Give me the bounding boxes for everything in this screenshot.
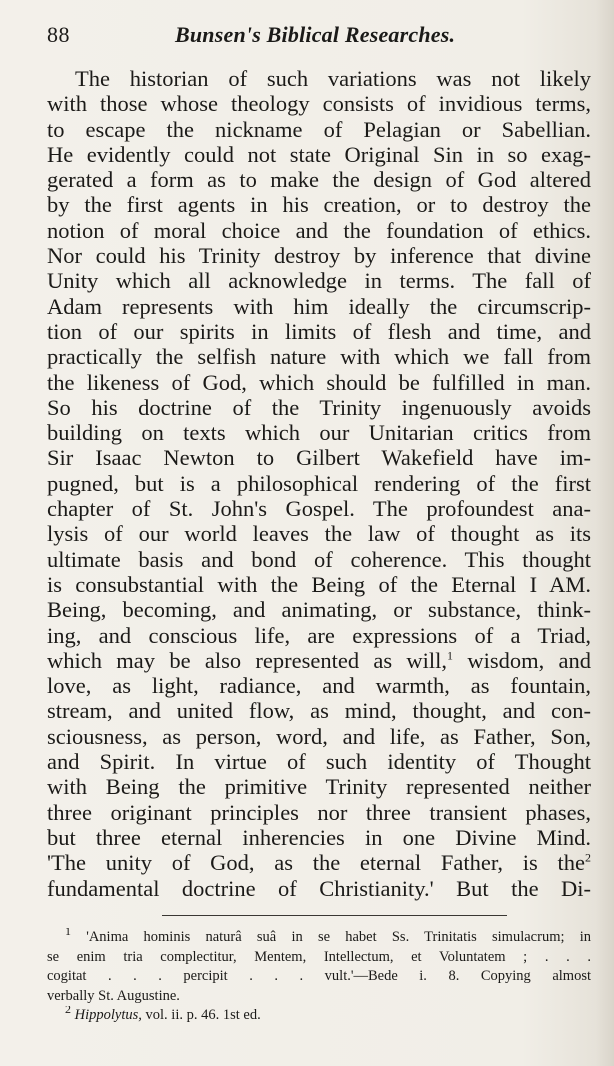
body-line: stream, and united flow, as mind, thought, and con- (47, 698, 591, 724)
body-line: to escape the nickname of Pelagian or Sabellian. (47, 116, 591, 142)
footnote-1-number: 1 (65, 928, 71, 939)
footnote-2-number: 2 (65, 1006, 71, 1017)
body-line: practically the selfish nature with which we fall from (47, 344, 591, 370)
body-line: three originant principles nor three transient phases, (47, 799, 591, 825)
body-line: Nor could his Trinity destroy by inference that divine (47, 243, 591, 269)
body-line: gerated a form as to make the design of God altered (47, 167, 591, 193)
body-line: but three eternal inherencies in one Divine Mind. (47, 824, 591, 850)
footnote-1-line: se enim tria complectitur, Mentem, Intellectum, et Voluntatem ; . . . (47, 948, 591, 965)
body-line: the likeness of God, which should be fulfilled in man. (47, 369, 591, 395)
body-line: ing, and conscious life, are expressions of a Triad, (47, 622, 591, 648)
body-line: Being, becoming, and animating, or substance, think- (47, 597, 591, 623)
footnote-marker-2: 2 (585, 850, 591, 865)
body-line: by the first agents in his creation, or to destroy the (47, 192, 591, 218)
body-line-with-footnote-1 (47, 648, 591, 673)
body-line: is consubstantial with the Being of the Eternal I AM. (47, 571, 591, 597)
body-line: love, as light, radiance, and warmth, as fountain, (47, 673, 591, 699)
body-line: The historian of such variations was not likely (75, 66, 591, 91)
body-text (47, 66, 591, 901)
body-line: fundamental doctrine of Christianity.' But the Di- (47, 875, 591, 901)
running-title: Bunsen's Biblical Researches. (175, 22, 456, 47)
body-line-with-footnote-2 (47, 850, 591, 875)
body-line-text: 'The unity of God, as the eternal Father, is the (47, 850, 585, 876)
body-line: and Spirit. In virtue of such identity of Thought (47, 749, 591, 775)
body-line: with those whose theology consists of invidious terms, (47, 91, 591, 117)
footnote-1-line: verbally St. Augustine. (47, 987, 180, 1004)
body-line: Adam represents with him ideally the circumscrip- (47, 293, 591, 319)
page-header (47, 22, 463, 52)
footnote-2-line (47, 1006, 591, 1026)
footnote-2-text: vol. ii. p. 46. 1st ed. (141, 1007, 261, 1023)
body-line: chapter of St. John's Gospel. The profoundest ana- (47, 496, 591, 522)
body-line: building on texts which our Unitarian critics from (47, 420, 591, 446)
footnote-1-text: 'Anima hominis naturâ suâ in se habet Ss. Trinitatis simulacrum; in (86, 929, 591, 945)
footnote-1-line (47, 928, 591, 948)
body-line: lysis of our world leaves the law of thought as its (47, 521, 591, 547)
body-line: pugned, but is a philosophical rendering of the first (47, 470, 591, 496)
body-line: with Being the primitive Trinity represented neither (47, 774, 591, 800)
body-line-text: which may be also represented as will, (47, 647, 448, 673)
footnotes (47, 928, 591, 1026)
body-line: ultimate basis and bond of coherence. This thought (47, 546, 591, 572)
body-line-tail: wisdom, and (453, 647, 591, 673)
body-line: sciousness, as person, word, and life, as Father, Son, (47, 723, 591, 749)
body-line: So his doctrine of the Trinity ingenuously avoids (47, 394, 591, 420)
body-line: He evidently could not state Original Sin in so exag- (47, 141, 591, 167)
footnote-2-source-title: Hippolytus, (74, 1007, 142, 1023)
footnote-marker-1: 1 (447, 648, 454, 663)
body-line: Sir Isaac Newton to Gilbert Wakefield have im- (47, 445, 591, 471)
body-line: Unity which all acknowledge in terms. The fall of (47, 268, 591, 294)
body-line: notion of moral choice and the foundation of ethics. (47, 217, 591, 243)
footnote-1-line: cogitat . . . percipit . . . vult.'—Bede i. 8. Copying almost (47, 968, 591, 984)
footnote-divider (162, 915, 507, 916)
page-number: 88 (47, 22, 70, 47)
body-line: tion of our spirits in limits of flesh and time, and (47, 318, 591, 344)
